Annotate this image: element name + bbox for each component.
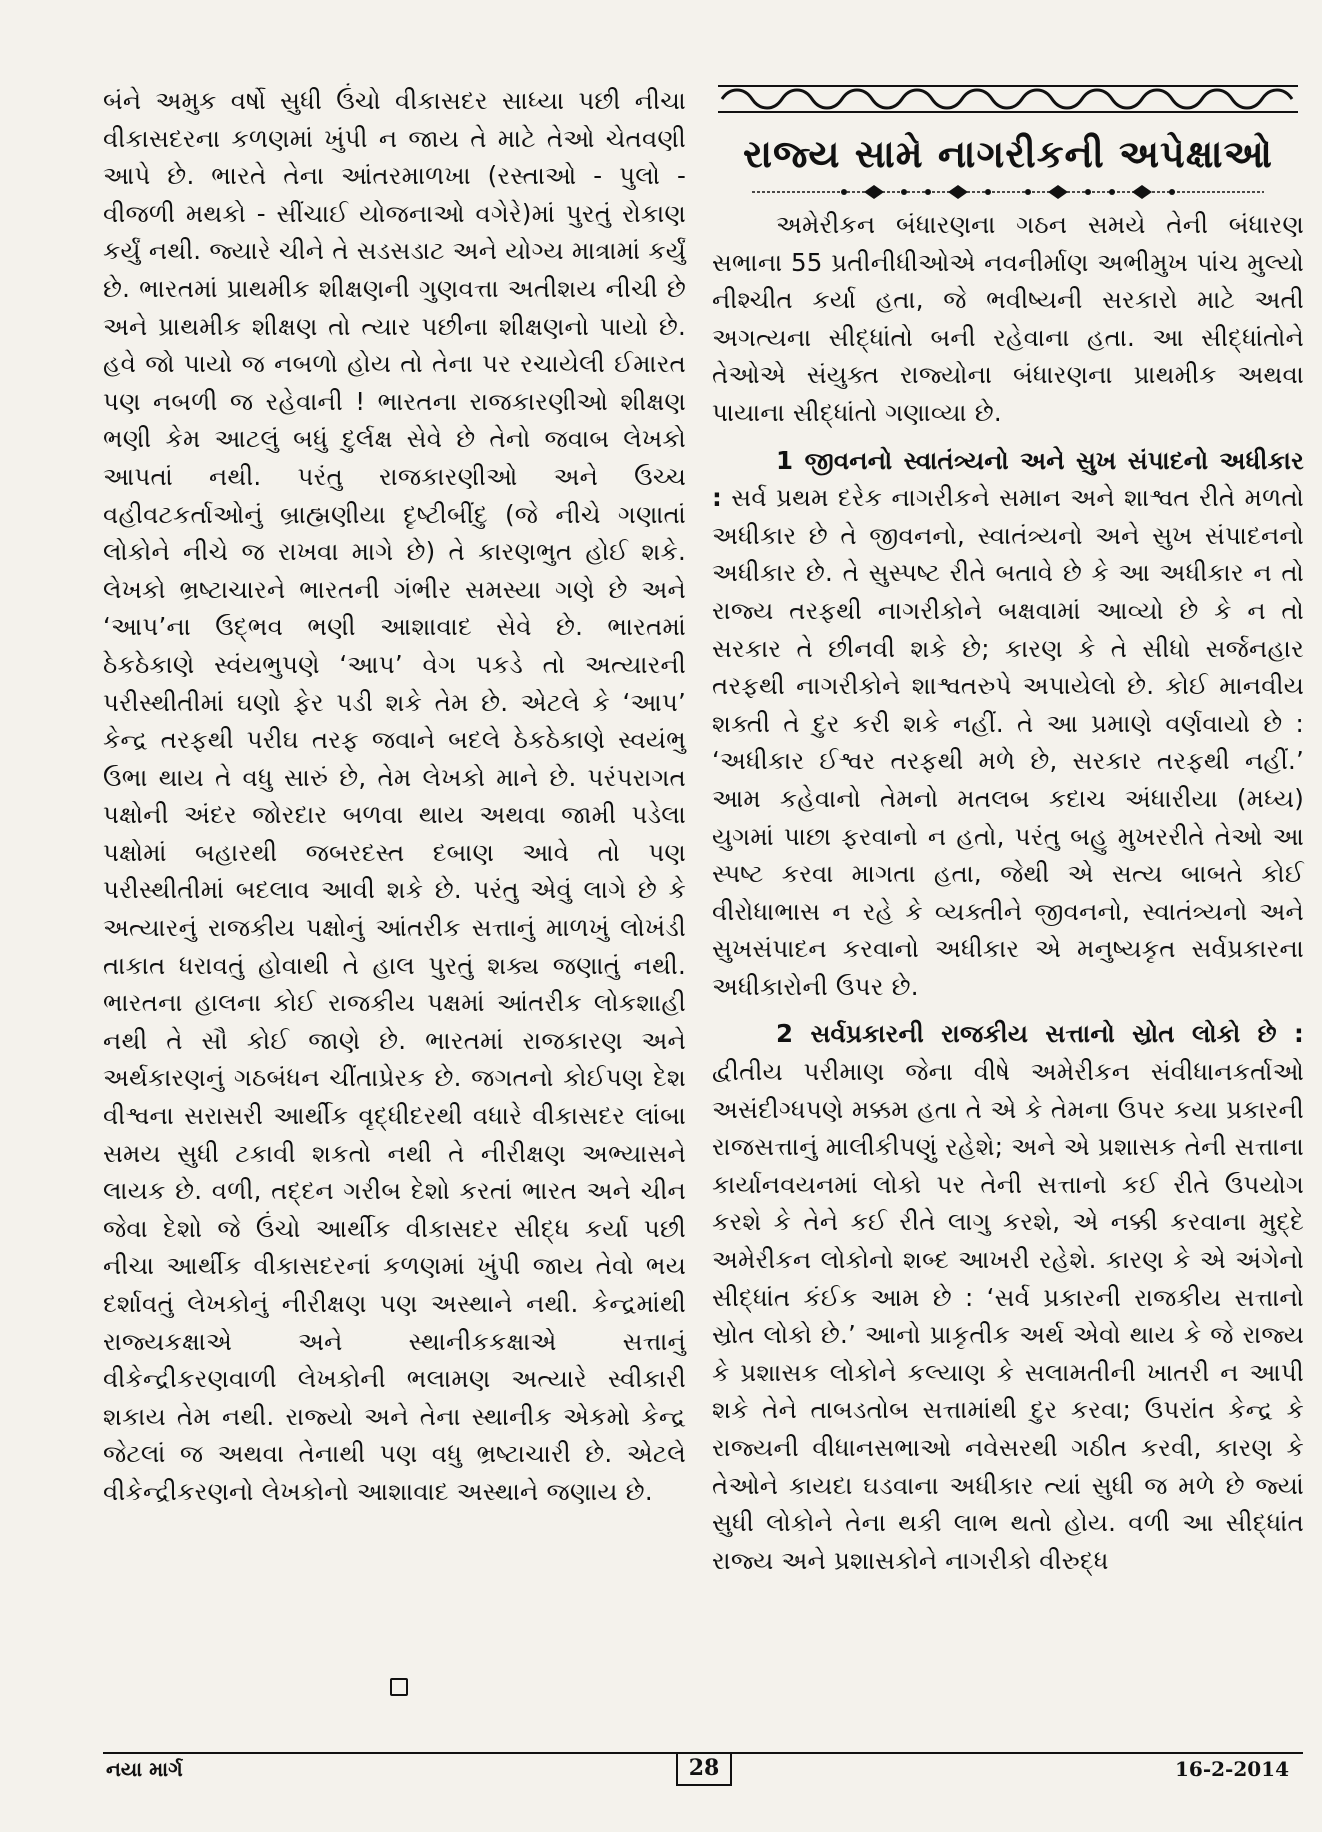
point-2-heading: 2 સર્વપ્રકારની રાજકીય સત્તાનો સ્રોત લોકો છે :	[776, 1019, 1304, 1049]
point-2-body: દ્વીતીય પરીમાણ જેના વીષે અમેરીકન સંવીધાનકર્તાઓ અસંદીગ્ધપણે મક્કમ હતા તે એ કે તેમના ઉપર કયા પ્રકારની રાજસત્તાનું માલીકીપણું રહેશે; અને એ પ્રશાસક તેની સત્તાના કાર્યાનવયનમાં લોકો પર તેની સત્તાનો કઈ રીતે ઉપયોગ કરશે કે તેને કઈ રીતે લાગુ કરશે, એ નક્કી કરવાના મુદ્દે અમેરીકન લોકોનો શબ્દ આખરી રહેશે. કારણ કે એ અંગેનો સીદ્ધાંત કંઈક આમ છે : ‘સર્વ પ્રકારની રાજકીય સત્તાનો સ્રોત લોકો છે.’ આનો પ્રાકૃતીક અર્થ એવો થાય કે જે રાજ્ય કે પ્રશાસક લોકોને કલ્યાણ કે સલામતીની ખાતરી ન આપી શકે તેને તાબડતોબ સત્તામાંથી દુર કરવા; ઉપરાંત કેન્દ્ર કે રાજ્યની વીધાનસભાઓ નવેસરથી ગઠીત કરવી, કારણ કે તેઓને કાયદા ઘડવાના અધીકાર ત્યાં સુધી જ મળે છે જ્યાં સુધી લોકોને તેના થકી લાભ થતો હોય. વળી આ સીદ્ધાંત રાજ્ય અને પ્રશાસકોને નાગરીકો વીરુદ્ધ	[712, 1057, 1304, 1575]
article-title: રાજ્ય સામે નાગરીકની અપેક્ષાઓ	[743, 132, 1273, 176]
end-of-article-box-icon	[390, 1678, 408, 1696]
decorative-border-icon	[712, 80, 1304, 118]
page-number: 28	[676, 1752, 732, 1786]
point-1-body: સર્વ પ્રથમ દરેક નાગરીકને સમાન અને શાશ્વત રીતે મળતો અધીકાર છે તે જીવનનો, સ્વાતંત્ર્યનો અને સુખ સંપાદનનો અધીકાર છે. તે સુસ્પષ્ટ રીતે બતાવે છે કે આ અધીકાર ન તો રાજ્ય તરફથી નાગરીકોને બક્ષવામાં આવ્યો છે કે ન તો સરકાર તે છીનવી શકે છે; કારણ કે તે સીધો સર્જનહાર તરફથી નાગરીકોને શાશ્વતરુપે અપાયેલો છે. કોઈ માનવીય શક્તી તે દુર કરી શકે નહીં. તે આ પ્રમાણે વર્ણવાયો છે : ‘અધીકાર ઈશ્વર તરફથી મળે છે, સરકાર તરફથી નહીં.’ આમ કહેવાનો તેમનો મતલબ કદાચ અંધારીયા (મધ્ય) યુગમાં પાછા ફરવાનો ન હતો, પરંતુ બહુ મુખરરીતે તેઓ આ સ્પષ્ટ કરવા માગતા હતા, જેથી એ સત્ય બાબતે કોઈ વીરોધાભાસ ન રહે કે વ્યક્તીને જીવનનો, સ્વાતંત્ર્યનો અને સુખસંપાદન કરવાનો અધીકાર એ મનુષ્યકૃત સર્વપ્રકારના અધીકારોની ઉપર છે.	[712, 483, 1304, 1001]
point-2	[712, 1015, 1304, 1579]
left-column-text: બંને અમુક વર્ષો સુધી ઉંચો વીકાસદર સાધ્યા પછી નીચા વીકાસદરના કળણમાં ખુંપી ન જાય તે માટે તેઓ ચેતવણી આપે છે. ભારતે તેના આંતરમાળખા (રસ્તાઓ - પુલો - વીજળી મથકો - સીંચાઈ યોજનાઓ વગેરે)માં પુરતું રોકાણ કર્યું નથી. જ્યારે ચીને તે સડસડાટ અને યોગ્ય માત્રામાં કર્યું છે. ભારતમાં પ્રાથમીક શીક્ષણની ગુણવત્તા અતીશય નીચી છે અને પ્રાથમીક શીક્ષણ તો ત્યાર પછીના શીક્ષણનો પાયો છે. હવે જો પાયો જ નબળો હોય તો તેના પર રચાયેલી ઈમારત પણ નબળી જ રહેવાની ! ભારતના રાજકારણીઓ શીક્ષણ ભણી કેમ આટલું બધું દુર્લક્ષ સેવે છે તેનો જવાબ લેખકો આપતાં નથી. પરંતુ રાજકારણીઓ અને ઉચ્ચ વહીવટકર્તાઓનું બ્રાહ્મણીયા દૃષ્ટીબીંદુ (જે નીચે ગણાતાં લોકોને નીચે જ રાખવા માગે છે) તે કારણભુત હોઈ શકે. લેખકો ભ્રષ્ટાચારને ભારતની ગંભીર સમસ્યા ગણે છે અને ‘આપ’ના ઉદ્ભવ ભણી આશાવાદ સેવે છે. ભારતમાં ઠેકઠેકાણે સ્વંયભુપણે ‘આપ’ વેગ પકડે તો અત્યારની પરીસ્થીતીમાં ઘણો ફેર પડી શકે તેમ છે. એટલે કે ‘આપ’ કેન્દ્ર તરફથી પરીઘ તરફ જવાને બદલે ઠેકઠેકાણે સ્વયંભુ ઉભા થાય તે વધુ સારું છે, તેમ લેખકો માને છે. પરંપરાગત પક્ષોની અંદર જોરદાર બળવા થાય અથવા જામી પડેલા પક્ષોમાં બહારથી જબરદસ્ત દબાણ આવે તો પણ પરીસ્થીતીમાં બદલાવ આવી શકે છે. પરંતુ એવું લાગે છે કે અત્યારનું રાજકીય પક્ષોનું આંતરીક સત્તાનું માળખું લોખંડી તાકાત ધરાવતું હોવાથી તે હાલ પુરતું શક્ય જણાતું નથી. ભારતના હાલના કોઈ રાજકીય પક્ષમાં આંતરીક લોકશાહી નથી તે સૌ કોઈ જાણે છે. ભારતમાં રાજકારણ અને અર્થકારણનું ગઠબંધન ચીંતાપ્રેરક છે. જગતનો કોઈપણ દેશ વીશ્વના સરાસરી આર્થીક વૃદ્ધીદરથી વધારે વીકાસદર લાંબા સમય સુધી ટકાવી શકતો નથી તે નીરીક્ષણ અભ્યાસને લાયક છે. વળી, તદ્દન ગરીબ દેશો કરતાં ભારત અને ચીન જેવા દેશો જે ઉંચો આર્થીક વીકાસદર સીદ્ધ કર્યા પછી નીચા આર્થીક વીકાસદરનાં કળણમાં ખુંપી જાય તેવો ભય દર્શાવતું લેખકોનું નીરીક્ષણ પણ અસ્થાને નથી. કેન્દ્રમાંથી રાજ્યકક્ષાએ અને સ્થાનીકકક્ષાએ સત્તાનું વીકેન્દ્રીકરણવાળી લેખકોની ભલામણ અત્યારે સ્વીકારી શકાય તેમ નથી. રાજ્યો અને તેના સ્થાનીક એકમો કેન્દ્ર જેટલાં જ અથવા તેનાથી પણ વધુ ભ્રષ્ટાચારી છે. એટલે વીકેન્દ્રીકરણનો લેખકોનો આશાવાદ અસ્થાને જણાય છે.	[103, 86, 686, 1506]
article-intro: અમેરીકન બંધારણના ગઠન સમયે તેની બંધારણ સભાના 55 પ્રતીનીધીઓએ નવનીર્માણ અભીમુખ પાંચ મુલ્યો નીશ્ચીત કર્યા હતા, જે ભવીષ્યની સરકારો માટે અતી અગત્યના સીદ્ધાંતો બની રહેવાના હતા. આ સીદ્ધાંતોને તેઓએ સંયુક્ત રાજ્યોના બંધારણના પ્રાથમીક અથવા પાયાના સીદ્ધાંતો ગણાવ્યા છે.	[712, 210, 1304, 427]
left-column	[103, 82, 686, 1511]
title-underline-ornament-icon	[752, 180, 1264, 204]
right-column	[712, 206, 1304, 1579]
point-1	[712, 442, 1304, 1006]
issue-date: 16-2-2014	[1175, 1757, 1290, 1781]
publication-name: નયા માર્ગ	[106, 1757, 183, 1781]
article-header	[712, 80, 1304, 206]
point-1-heading: 1 જીવનનો સ્વાતંત્ર્યનો અને સુખ સંપાદનો અધીકાર :	[712, 445, 1304, 513]
